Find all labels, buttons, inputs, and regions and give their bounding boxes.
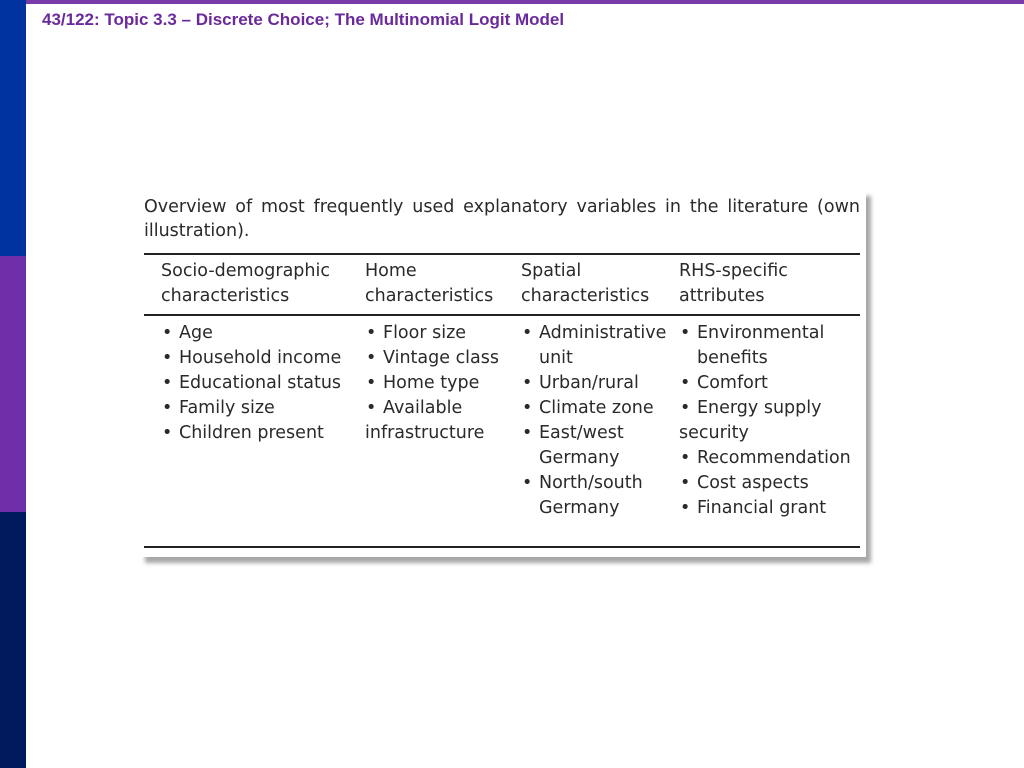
header-text: attributes <box>679 286 765 306</box>
list-item-text: • Recommendation <box>697 448 851 468</box>
list-item: • Educational status <box>161 371 361 396</box>
header-text: RHS-specific <box>679 261 788 281</box>
table-caption-line-1: Overview of most frequently used explanatory variables in the literature (own <box>144 197 860 217</box>
list-item <box>521 371 681 396</box>
column-header-spatial <box>521 259 681 309</box>
column-body-spatial <box>521 321 681 521</box>
header-text: Socio-demographic <box>161 261 330 281</box>
top-divider-line <box>26 0 1024 4</box>
header-text: characteristics <box>521 286 650 306</box>
header-text: characteristics <box>161 286 290 306</box>
table-top-rule <box>144 253 860 255</box>
column-body-socio-demographic <box>161 321 361 446</box>
list-item <box>521 421 681 471</box>
list-item <box>679 396 859 446</box>
list-item-text: benefits <box>697 348 768 368</box>
list-item: • Family size <box>161 396 361 421</box>
list-item-text: • Administrative <box>539 323 667 343</box>
list-item-text: Germany <box>539 448 620 468</box>
list-item <box>679 471 859 496</box>
left-bar-middle-segment <box>0 256 26 512</box>
list-item <box>679 496 859 521</box>
list-item <box>679 321 859 371</box>
table-header-rule <box>144 314 860 316</box>
list-item <box>521 471 681 521</box>
list-item-continuation: infrastructure <box>365 423 485 443</box>
list-item <box>679 446 859 471</box>
list-item: • Available <box>365 396 515 421</box>
list-item-text: • East/west <box>539 423 624 443</box>
list-item: • Floor size <box>365 321 515 346</box>
list-item-text: • Comfort <box>697 373 768 393</box>
column-body-home <box>365 321 515 446</box>
header-text: characteristics <box>365 286 494 306</box>
left-bar-bottom-segment <box>0 512 26 768</box>
table-bottom-rule <box>144 546 860 548</box>
table-caption-line-2: illustration). <box>144 221 250 241</box>
list-item-text: • Environmental <box>697 323 825 343</box>
table-figure-image <box>140 190 866 557</box>
left-color-bar <box>0 0 26 768</box>
list-item <box>521 396 681 421</box>
list-item-text: • Cost aspects <box>697 473 809 493</box>
column-header-rhs-specific <box>679 259 859 309</box>
list-item <box>521 321 681 371</box>
list-item: • Household income <box>161 346 361 371</box>
list-item: • Children present <box>161 421 361 446</box>
list-item-text: Germany <box>539 498 620 518</box>
header-text: Home <box>365 261 417 281</box>
list-item-text: • Urban/rural <box>539 373 639 393</box>
list-item <box>679 371 859 396</box>
column-header-home <box>365 259 515 309</box>
list-item: • Age <box>161 321 361 346</box>
list-item: • Vintage class <box>365 346 515 371</box>
list-item: • Home type <box>365 371 515 396</box>
list-item-text: • Financial grant <box>697 498 827 518</box>
column-header-socio-demographic <box>161 259 361 309</box>
column-body-rhs-specific <box>679 321 859 521</box>
header-text: Spatial <box>521 261 582 281</box>
list-item-text: • Energy supply <box>697 398 822 418</box>
slide-title: 43/122: Topic 3.3 – Discrete Choice; The Multinomial Logit Model <box>42 10 565 29</box>
list-item-text: • Climate zone <box>539 398 654 418</box>
list-item-text: • North/south <box>539 473 643 493</box>
left-bar-top-segment <box>0 0 26 256</box>
list-item-text: unit <box>539 348 573 368</box>
list-item-continuation: security <box>679 423 749 443</box>
